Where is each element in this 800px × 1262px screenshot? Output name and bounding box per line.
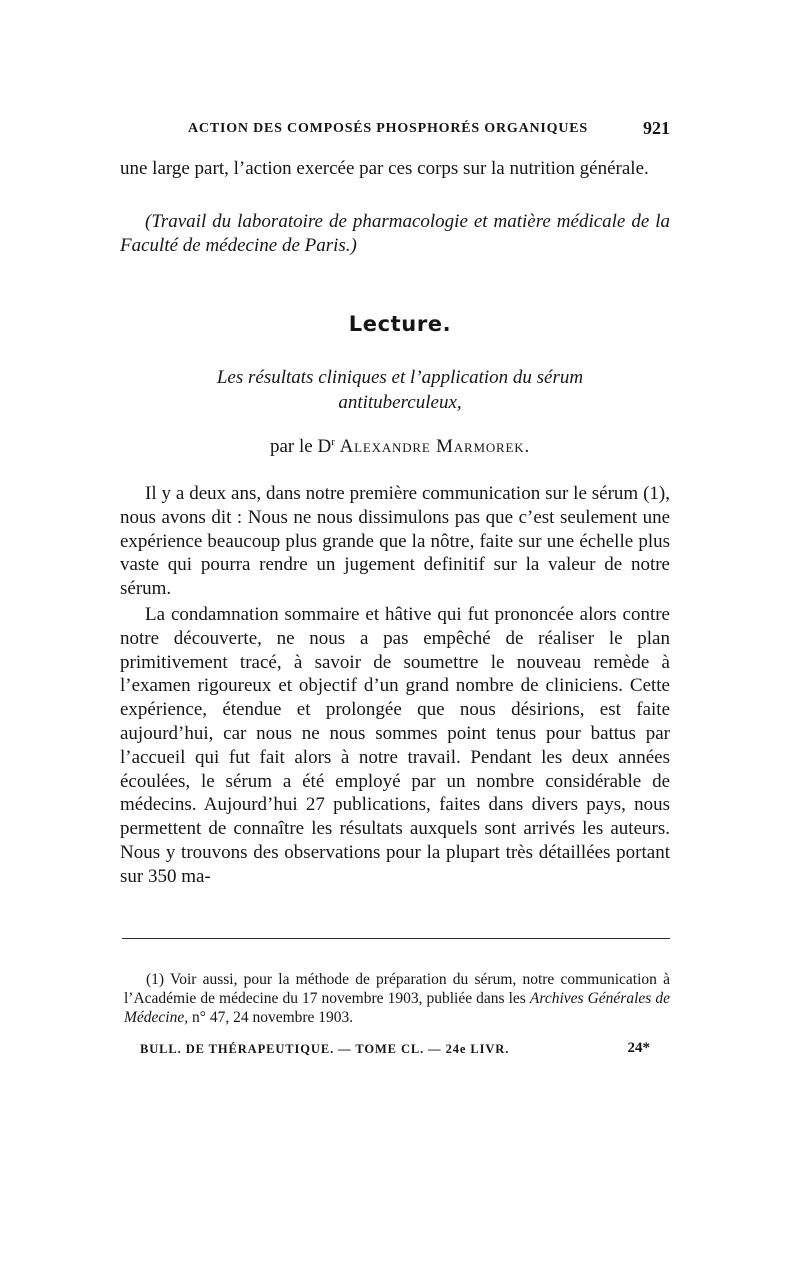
printer-signature (140, 1040, 650, 1060)
article-title-line-1: Les résultats cliniques et l’application du sérum (216, 367, 584, 388)
continuation-paragraph: une large part, l’action exercée par ces corps sur la nutrition générale. (120, 158, 649, 179)
article-title-line-2: antituberculeux, (338, 392, 462, 413)
article-body (120, 482, 670, 889)
footnote (124, 970, 670, 1027)
footnote-text: Voir aussi, pour la méthode de préparation du sérum, notre communication à l’Académie de médecine du 17 novembre 1903, publiée dans les (124, 971, 670, 1007)
credit-line: (Travail du laboratoire de pharmacologie et matière médicale de la Faculté de médecine de Paris.) (120, 211, 670, 256)
article-title (150, 365, 650, 415)
footnote-journal: Archives Générales de Médecine, (124, 990, 670, 1026)
laboratory-credit (120, 210, 670, 258)
body-paragraph: La condamnation sommaire et hâtive qui fut prononcée alors contre notre découverte, ne nous a pas empêché de réaliser le plan primitivement tracé, à savoir de soumettre le nouveau remède à l’examen rigoureux et objectif d’un grand nombre de cliniciens. Cette expérience, étendue et prolongée que nous désirions, est faite aujourd’hui, car nous ne nous sommes point tenus pour battus par l’accueil qui fut fait alors à notre travail. Pendant les deux années écoulées, le sérum a été employé par un nombre considérable de médecins. Aujourd’hui 27 publications, faites dans divers pays, nous permettent de connaître les résultats auxquels sont arrivés les auteurs. Nous y trouvons des observations pour la plupart très détaillées portant sur 350 ma- (120, 603, 670, 887)
byline-prefix: par le D (270, 436, 332, 457)
footnote-rule (122, 938, 670, 939)
page-number: 921 (643, 118, 670, 138)
body-paragraph: Il y a deux ans, dans notre première communication sur le sérum (1), nous avons dit : Nous ne nous dissimulons pas que c’est seulement une expérience beaucoup plus grande que la nôtre, faite sur une échelle plus vaste qui pourra rendre un jugement definitif sur la valeur de notre sérum. (120, 483, 670, 600)
author-name: Alexandre Marmorek. (339, 436, 530, 457)
section-heading: Lecture. (348, 312, 452, 336)
previous-article-ending (120, 157, 670, 181)
byline-superscript: r (331, 436, 335, 448)
signature-text: BULL. DE THÉRAPEUTIQUE. — TOME CL. — 24e LIVR. (140, 1042, 510, 1056)
footnote-text-end: n° 47, 24 novembre 1903. (188, 1009, 354, 1026)
running-head-title: ACTION DES COMPOSÉS PHOSPHORÉS ORGANIQUES (188, 121, 588, 136)
footnote-paragraph (124, 970, 670, 1027)
byline (0, 436, 800, 458)
footnote-marker: (1) (146, 971, 165, 988)
running-head (122, 118, 670, 142)
signature-mark: 24* (627, 1040, 650, 1056)
